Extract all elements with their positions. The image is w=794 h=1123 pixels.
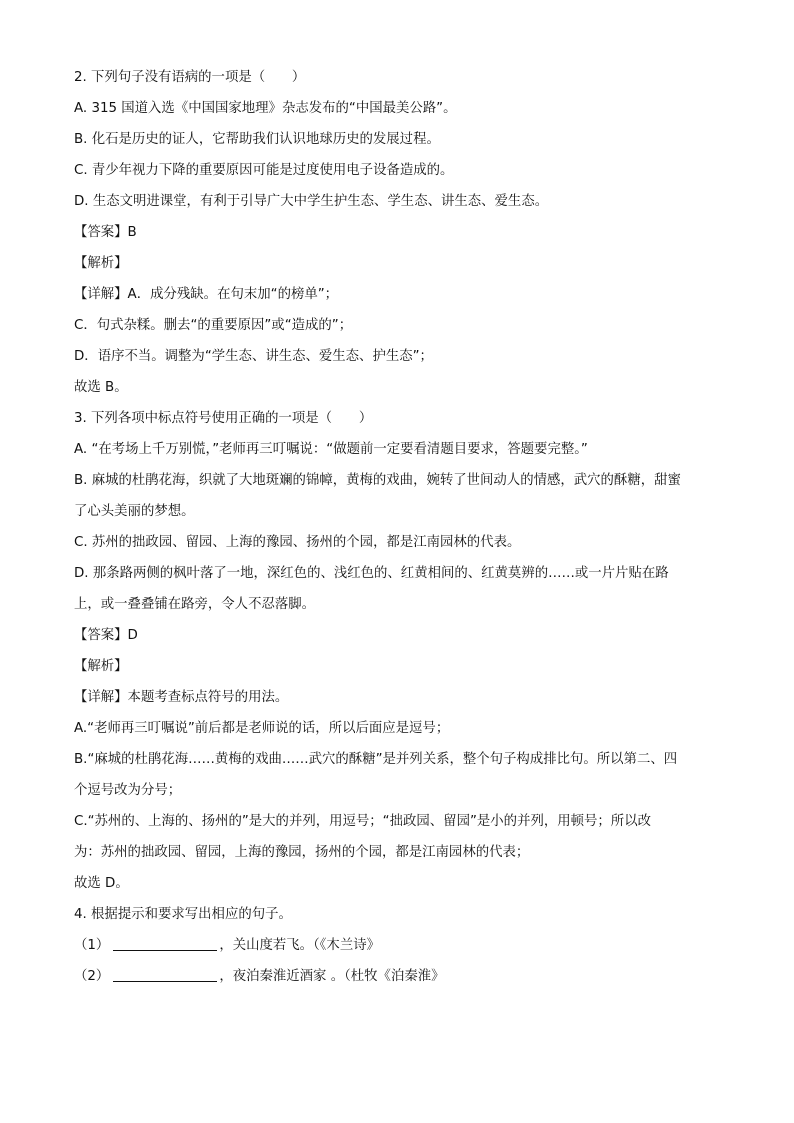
q4-item-2-text: ，夜泊秦淮近酒家 。（杜牧《泊秦淮》 <box>219 969 445 984</box>
q2-option-a: A. 315 国道入选《中国国家地理》杂志发布的“中国最美公路”。 <box>74 101 457 116</box>
q4-item-1 <box>74 930 726 961</box>
q4-item-2-blank[interactable] <box>113 967 217 982</box>
q3-detail-3-cont: 个逗号改为分号； <box>74 783 182 798</box>
q2-analysis-label: 【解析】 <box>74 256 128 271</box>
q4-item-2-number: （2） <box>74 969 110 984</box>
q2-stem: 2. 下列句子没有语病的一项是（ ） <box>74 70 306 85</box>
q2-answer: 【答案】B <box>74 225 137 240</box>
q3-option-c: C. 苏州的拙政园、留园、上海的豫园、扬州的个园，都是江南园林的代表。 <box>74 535 521 550</box>
q3-detail-1: 【详解】本题考查标点符号的用法。 <box>74 690 289 705</box>
q3-conclusion: 故选 D。 <box>74 876 129 891</box>
q3-detail-2: A.“老师再三叮嘱说”前后都是老师说的话，所以后面应是逗号； <box>74 721 450 736</box>
q3-option-a: A. “在考场上千万别慌，”老师再三叮嘱说：“做题前一定要看清题目要求，答题要完整。” <box>74 442 588 457</box>
q2-option-c: C. 青少年视力下降的重要原因可能是过度使用电子设备造成的。 <box>74 163 454 178</box>
q3-option-d-cont: 上，或一叠叠铺在路旁，令人不忍落脚。 <box>74 597 316 612</box>
q2-option-b: B. 化石是历史的证人，它帮助我们认识地球历史的发展过程。 <box>74 132 440 147</box>
q4-item-1-text: ，关山度若飞。（《木兰诗》 <box>219 938 380 953</box>
q4-stem: 4. 根据提示和要求写出相应的句子。 <box>74 907 292 922</box>
q3-option-d: D. 那条路两侧的枫叶落了一地，深红色的、浅红色的、红黄相间的、红黄莫辨的……或一片片贴在路 <box>74 566 669 581</box>
q3-option-b-cont: 了心头美丽的梦想。 <box>74 504 195 519</box>
document-page <box>74 62 726 992</box>
q3-stem: 3. 下列各项中标点符号使用正确的一项是（ ） <box>74 411 373 426</box>
q4-item-1-number: （1） <box>74 938 110 953</box>
q2-conclusion: 故选 B。 <box>74 380 128 395</box>
q3-option-b: B. 麻城的杜鹃花海，织就了大地斑斓的锦幛，黄梅的戏曲，婉转了世间动人的情感，武穴的酥糖，甜蜜 <box>74 473 681 488</box>
q3-detail-3: B.“麻城的杜鹃花海……黄梅的戏曲……武穴的酥糖”是并列关系，整个句子构成排比句。所以第二、四 <box>74 752 678 767</box>
q4-item-1-blank[interactable] <box>113 936 217 951</box>
q4-item-2 <box>74 961 726 992</box>
q3-detail-4: C.“苏州的、上海的、扬州的”是大的并列，用逗号；“拙政园、留园”是小的并列，用顿号；所以改 <box>74 814 651 829</box>
q3-answer: 【答案】D <box>74 628 138 643</box>
q2-detail-1: 【详解】A．成分残缺。在句末加“的榜单”； <box>74 287 339 302</box>
q2-detail-2: C．句式杂糅。删去“的重要原因”或“造成的”； <box>74 318 353 333</box>
q2-detail-3: D．语序不当。调整为“学生态、讲生态、爱生态、护生态”； <box>74 349 433 364</box>
q3-analysis-label: 【解析】 <box>74 659 128 674</box>
q3-detail-4-cont: 为：苏州的拙政园、留园，上海的豫园，扬州的个园，都是江南园林的代表； <box>74 845 530 860</box>
q2-option-d: D. 生态文明进课堂，有利于引导广大中学生护生态、学生态、讲生态、爱生态。 <box>74 194 549 209</box>
